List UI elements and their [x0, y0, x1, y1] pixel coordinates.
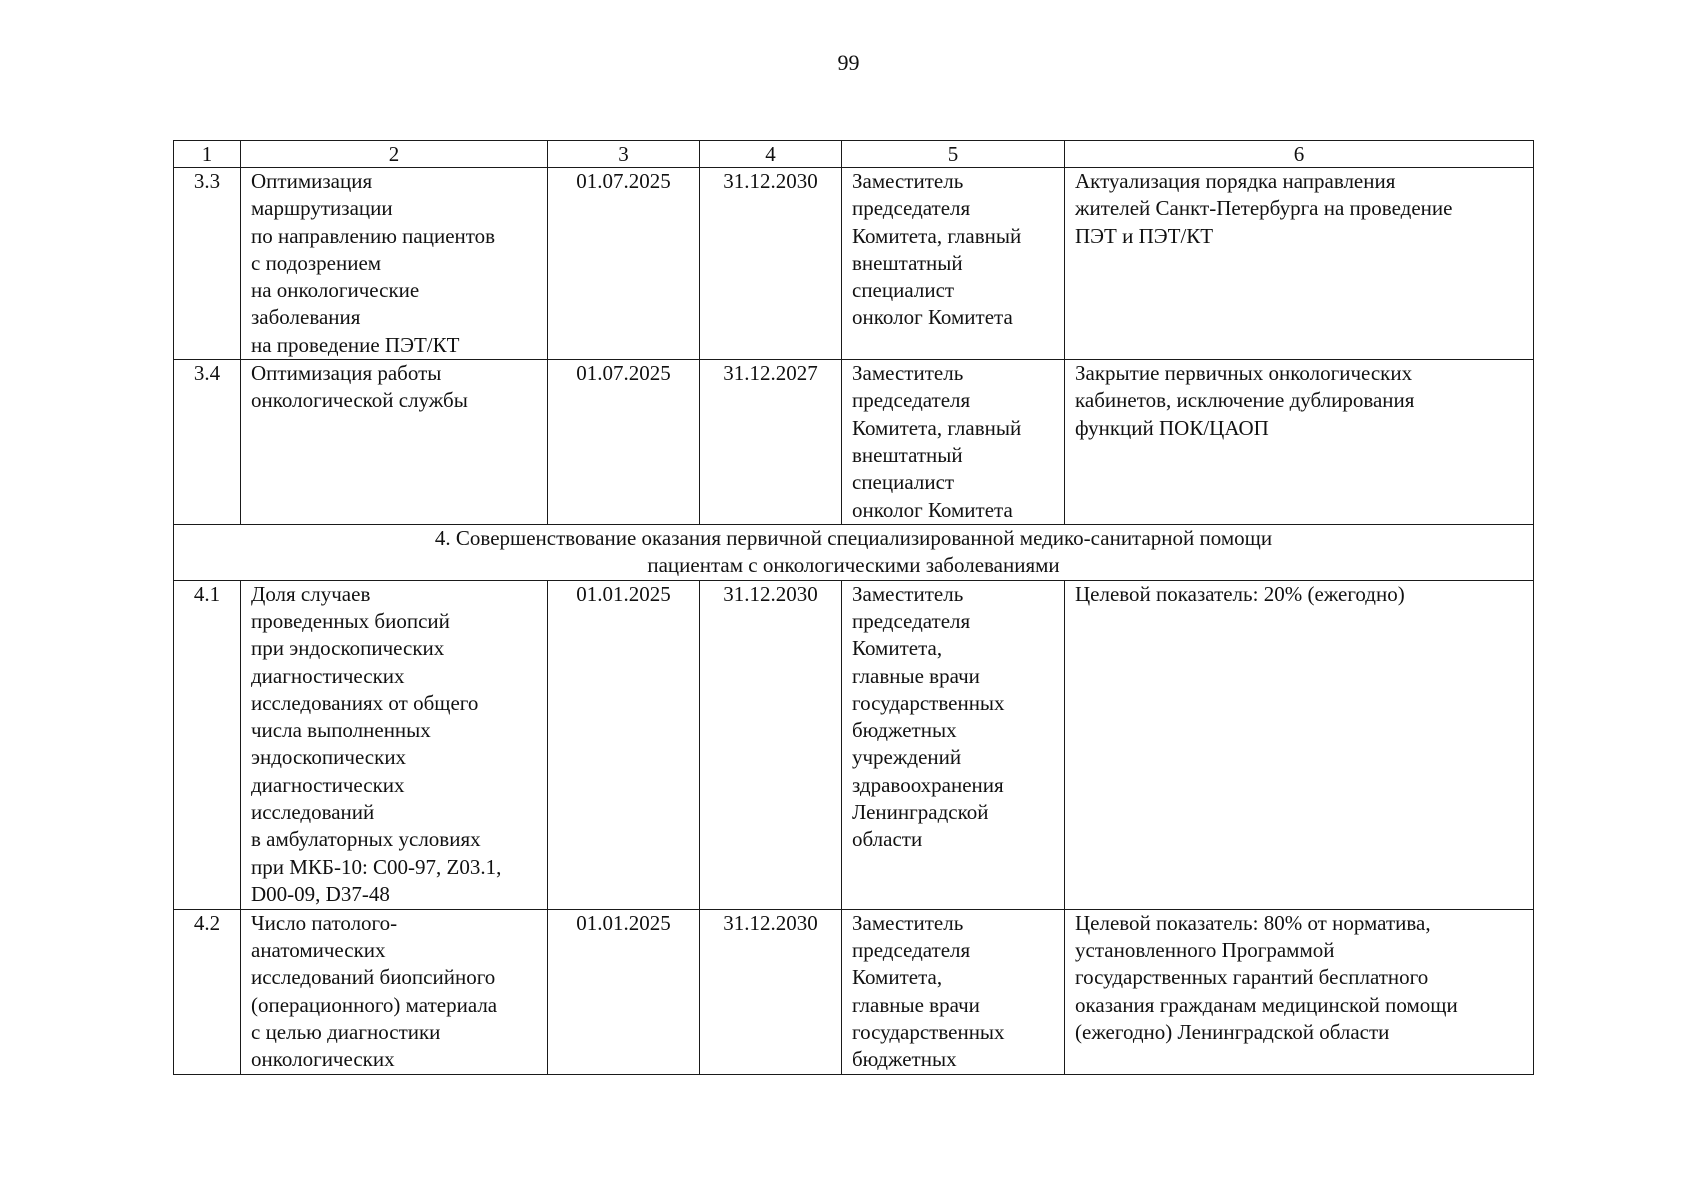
start-date: 01.01.2025	[548, 580, 700, 909]
section-heading: 4. Совершенствование оказания первичной специализированной медико-санитарной помощи пациентам с онкологическими заболеваниями	[174, 525, 1534, 581]
section-heading-row	[174, 525, 1534, 581]
table-row	[174, 580, 1534, 909]
measure-name: Доля случаев проведенных биопсий при эндоскопических диагностических исследованиях от общего числа выполненных эндоскопических диагностических исследований в амбулаторных условиях при МКБ-10: C00-97, Z03.1, D00-09, D37-48	[241, 580, 548, 909]
table-row	[174, 168, 1534, 360]
responsible: Заместитель председателя Комитета, главные врачи государственных бюджетных учреждений здравоохранения Ленинградской области	[842, 580, 1065, 909]
table-row	[174, 360, 1534, 525]
table-row	[174, 909, 1534, 1074]
page-number: 99	[837, 50, 860, 75]
measures-table	[173, 140, 1534, 1075]
responsible: Заместитель председателя Комитета, главные врачи государственных бюджетных	[842, 909, 1065, 1074]
column-number-header: 1	[174, 141, 241, 168]
column-responsible-header: 5	[842, 141, 1065, 168]
column-end-header: 4	[700, 141, 842, 168]
end-date: 31.12.2030	[700, 909, 842, 1074]
column-result-header: 6	[1065, 141, 1534, 168]
row-number: 3.3	[174, 168, 241, 360]
start-date: 01.01.2025	[548, 909, 700, 1074]
end-date: 31.12.2030	[700, 580, 842, 909]
column-name-header: 2	[241, 141, 548, 168]
row-number: 3.4	[174, 360, 241, 525]
end-date: 31.12.2030	[700, 168, 842, 360]
measure-name: Оптимизация работы онкологической службы	[241, 360, 548, 525]
measure-name: Оптимизация маршрутизации по направлению пациентов с подозрением на онкологические заболевания на проведение ПЭТ/КТ	[241, 168, 548, 360]
start-date: 01.07.2025	[548, 360, 700, 525]
row-number: 4.1	[174, 580, 241, 909]
expected-result: Закрытие первичных онкологических кабинетов, исключение дублирования функций ПОК/ЦАОП	[1065, 360, 1534, 525]
expected-result: Актуализация порядка направления жителей Санкт-Петербурга на проведение ПЭТ и ПЭТ/КТ	[1065, 168, 1534, 360]
end-date: 31.12.2027	[700, 360, 842, 525]
measure-name: Число патолого- анатомических исследований биопсийного (операционного) материала с целью диагностики онкологических	[241, 909, 548, 1074]
table-header-row	[174, 141, 1534, 168]
row-number: 4.2	[174, 909, 241, 1074]
expected-result: Целевой показатель: 20% (ежегодно)	[1065, 580, 1534, 909]
responsible: Заместитель председателя Комитета, главный внештатный специалист онколог Комитета	[842, 168, 1065, 360]
responsible: Заместитель председателя Комитета, главный внештатный специалист онколог Комитета	[842, 360, 1065, 525]
start-date: 01.07.2025	[548, 168, 700, 360]
expected-result: Целевой показатель: 80% от норматива, установленного Программой государственных гарантий бесплатного оказания гражданам медицинской помощи (ежегодно) Ленинградской области	[1065, 909, 1534, 1074]
column-start-header: 3	[548, 141, 700, 168]
